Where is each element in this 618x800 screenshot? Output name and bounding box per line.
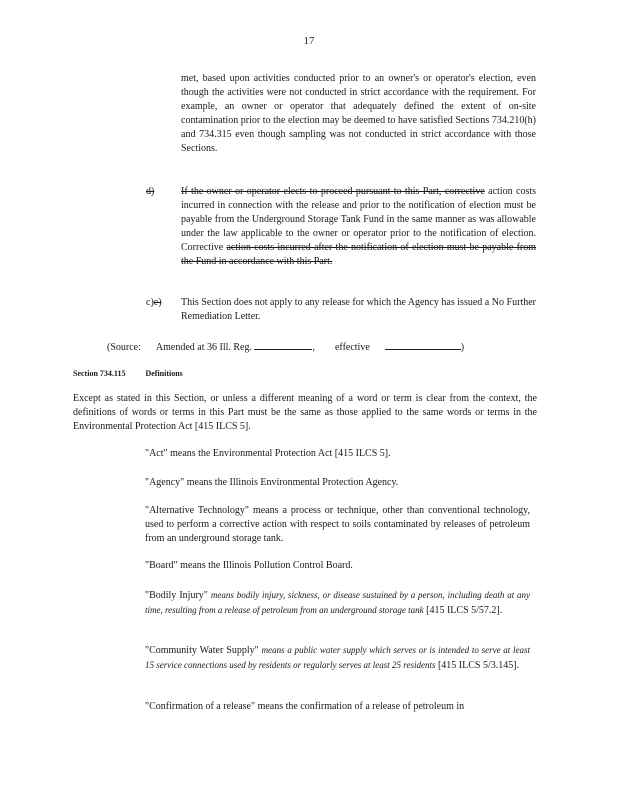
source-note: (Source: Amended at 36 Ill. Reg. , effective ) xyxy=(107,339,464,355)
item-c-new-marker: c) xyxy=(146,297,154,308)
definition-confirmation-of-release: "Confirmation of a release" means the confirmation of a release of petroleum in xyxy=(145,701,465,712)
source-effective: effective xyxy=(334,342,370,353)
item-d-struck-opening: If the owner or operator elects to proceed pursuant to this Part, corrective xyxy=(181,186,485,197)
definition-alternative-technology: "Alternative Technology" means a process or technique, other than conventional technology, used to perform a corrective action with respect to soils contaminated by releases of petroleum from an underground storage tank. xyxy=(145,505,530,544)
item-d-paragraph xyxy=(181,185,536,269)
item-c-paragraph: This Section does not apply to any release for which the Agency has issued a No Further Remediation Letter. xyxy=(181,297,536,322)
bodily-injury-term: "Bodily Injury" xyxy=(145,590,208,601)
source-close: ) xyxy=(460,342,465,353)
item-c-old-marker: e) xyxy=(153,297,162,308)
definition-bodily-injury xyxy=(145,588,530,618)
continued-paragraph: met, based upon activities conducted prior to an owner's or operator's election, even though the activities were not conducted in strict accordance with the requirement. For example, an owner or operator that adequately defined the extent of on-site contamination prior to the election may be deemed to have satisfied Sections 734.210(h) and 734.315 even though sampling was not conducted in strict accordance with those Sections. xyxy=(181,73,536,154)
page-number: 17 xyxy=(303,35,315,47)
effective-date-blank xyxy=(385,339,461,350)
definition-community-water-supply xyxy=(145,643,530,673)
section-intro: Except as stated in this Section, or unless a different meaning of a word or term is clear from the context, the definitions of words or terms in this Part must be the same as those applied to the same words or terms in the Environmental Protection Act [415 ILCS 5]. xyxy=(73,393,537,432)
community-water-supply-text: means a public water supply which serves or is intended to serve at least 15 service connections used by residents or regularly serves at least 25 residents xyxy=(145,645,531,670)
item-d-marker: d) xyxy=(146,186,155,197)
community-water-supply-term: "Community Water Supply" xyxy=(145,645,259,656)
item-c-marker xyxy=(146,296,162,310)
item-d-struck-closing: action costs incurred after the notification of election must be payable from the Fund in accordance with this Part. xyxy=(181,242,537,267)
section-title: Definitions xyxy=(145,369,183,378)
item-d-body: action costs incurred in connection with the release and prior to the notification of election must be payable from the Underground Storage Tank Fund in the same manner as was allowable under the law applicable to the owner or operator prior to the notification of election. Corrective xyxy=(181,186,537,253)
definition-agency: "Agency" means the Illinois Environmental Protection Agency. xyxy=(145,477,399,488)
bodily-injury-citation: [415 ILCS 5/57.2]. xyxy=(426,605,503,616)
section-heading xyxy=(73,367,183,381)
bodily-injury-text: means bodily injury, sickness, or disease sustained by a person, including death at any time, resulting from a release of petroleum from an underground storage tank xyxy=(145,590,530,615)
community-water-supply-citation: [415 ILCS 5/3.145]. xyxy=(437,660,520,671)
register-blank xyxy=(254,339,312,350)
definition-board: "Board" means the Illinois Pollution Control Board. xyxy=(145,560,353,571)
definition-act: "Act" means the Environmental Protection Act [415 ILCS 5]. xyxy=(145,448,391,459)
source-open: (Source: xyxy=(107,342,141,353)
source-amended: Amended at 36 Ill. Reg. xyxy=(155,342,252,353)
section-number: Section 734.115 xyxy=(73,369,126,378)
